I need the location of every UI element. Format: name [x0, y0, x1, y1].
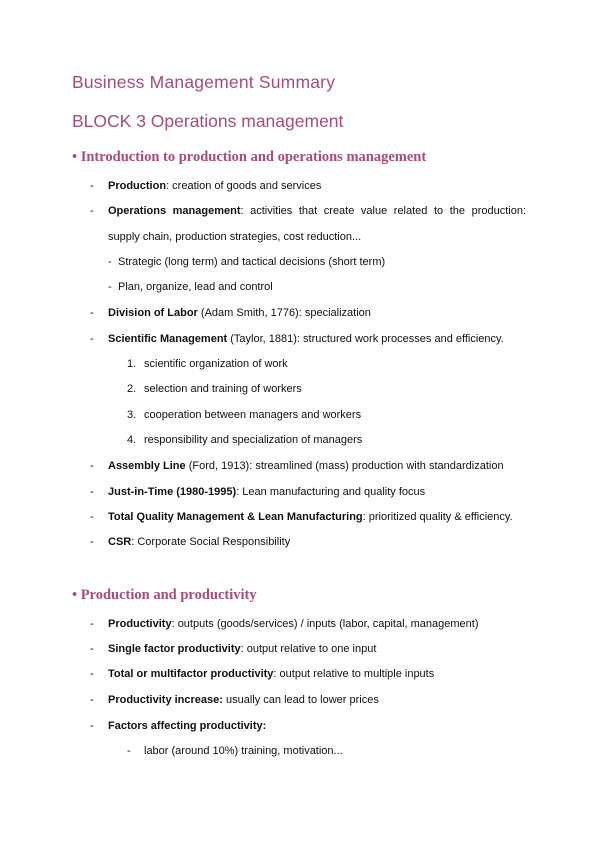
section-heading-productivity: • Production and productivity	[72, 587, 257, 603]
block-title: BLOCK 3 Operations management	[72, 111, 344, 131]
document-title: Business Management Summary	[72, 72, 336, 92]
section-heading-intro: • Introduction to production and operations management	[72, 149, 427, 165]
